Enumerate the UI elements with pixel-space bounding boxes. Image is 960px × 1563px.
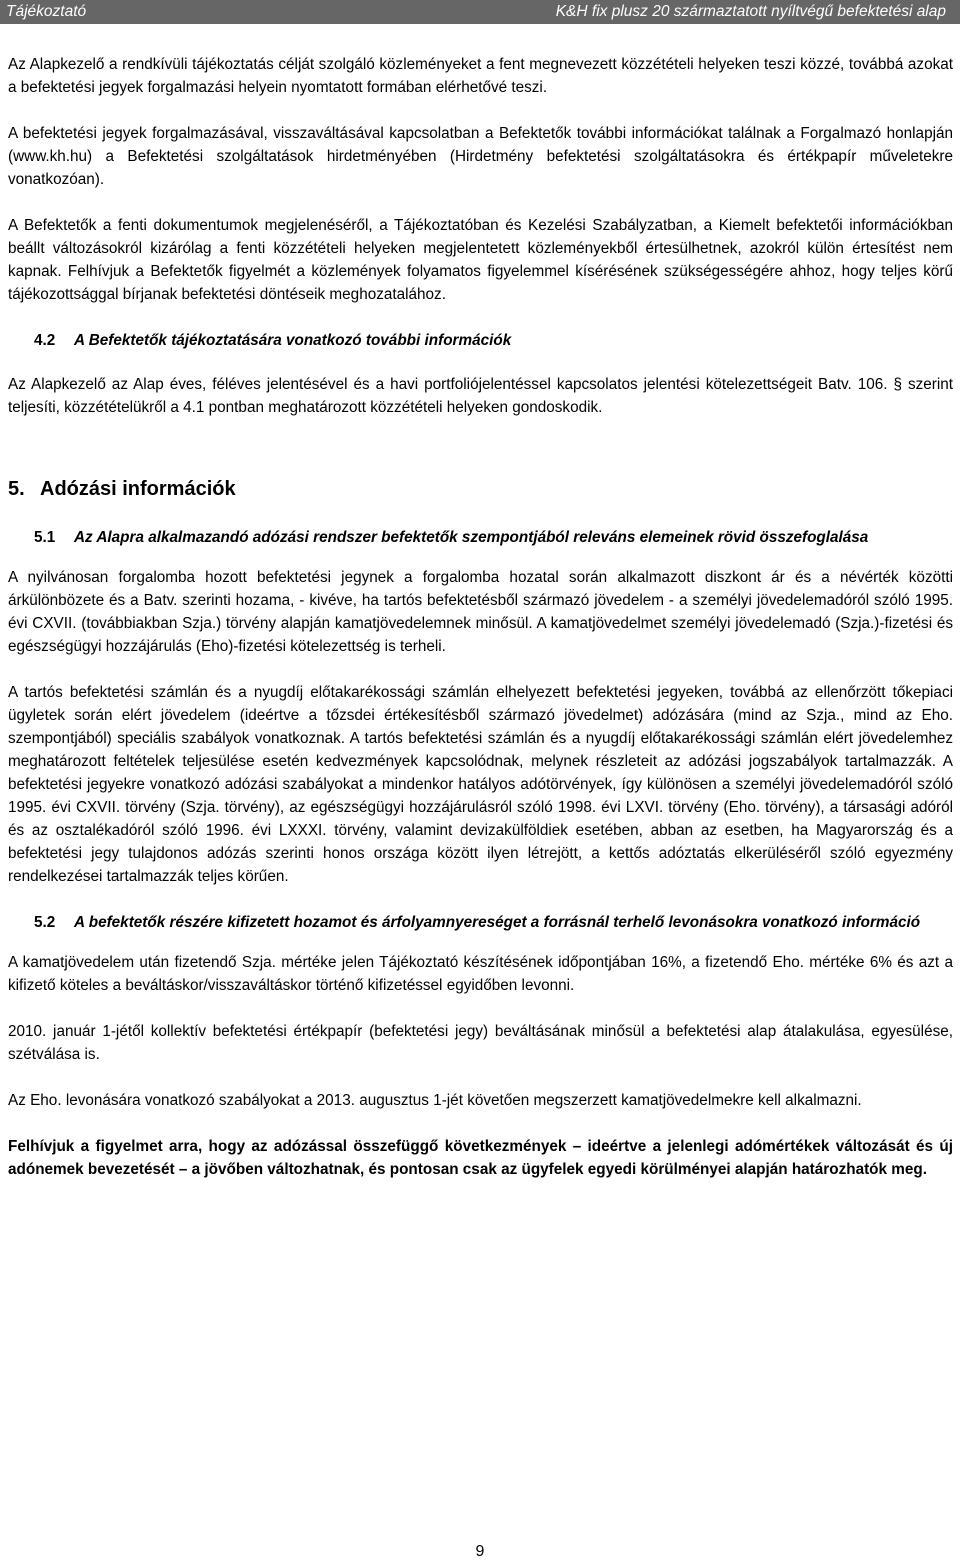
section-number: 5.	[8, 478, 25, 500]
paragraph: Az Alapkezelő a rendkívüli tájékoztatás célját szolgáló közleményeket a fent megnevezett közzétételi helyeken teszi közzé, továbbá azokat a befektetési jegyek forgalmazási helyein nyomtatott formában elérhetővé teszi.	[8, 56, 953, 96]
paragraph: A Befektetők a fenti dokumentumok megjelenéséről, a Tájékoztatóban és Kezelési Szabályzatban, a Kiemelt befektetői információkban beállt változásokról kizárólag a fenti közzétételi helyeken megjelentetett közleményekből értesülhetnek, azokról külön értesítést nem kapnak. Felhívjuk a Befektetők figyelmét a közlemények folyamatos figyelemmel kísérésének szükségességére ahhoz, hogy teljes körű tájékozottsággal bírjanak befektetési döntéseik meghozatalához.	[8, 217, 953, 303]
section-heading-5	[8, 476, 953, 502]
paragraph: A tartós befektetési számlán és a nyugdíj előtakarékossági számlán elhelyezett befektetési jegyeken, továbbá az ellenőrzött tőkepiaci ügyletek során elért jövedelem (ideértve a tőzsdei értékesítésből származó jövedelmet) adózására (mind az Szja., mind az Eho. szempontjából) speciális szabályok vonatkoznak. A tartós befektetési számlán és a nyugdíj előtakarékossági számlán elért jövedelemhez meghatározott feltételek teljesülése esetén kedvezmények kapcsolódnak, melynek részleteit az adózási jogszabályok tartalmazzák. A befektetési jegyekre vonatkozó adózási szabályokat a mindenkor hatályos adótörvények, így különösen a személyi jövedelemadóról szóló 1995. évi CXVII. törvény (Szja. törvény), az egészségügyi hozzájárulásról szóló 1998. évi LXVI. törvény (Eho. törvény), a társasági adóról és az osztalékadóról szóló 1996. évi LXXXI. törvény, valamint devizakülföldiek esetében, abban az esetben, ha Magyarország és a befektetési jegy tulajdonos adózás szerinti honos országa között ilyen létrejött, a kettős adóztatás elkerüléséről szóló egyezmény rendelkezései tartalmazzák teljes körűen.	[8, 684, 953, 885]
document-body	[8, 53, 953, 1204]
section-title: A befektetők részére kifizetett hozamot és árfolyamnyereséget a forrásnál terhelő levonásokra vonatkozó információ	[74, 914, 921, 931]
paragraph: 2010. január 1-jétől kollektív befektetési értékpapír (befektetési jegy) beváltásának minősül a befektetési alap átalakulása, egyesülése, szétválása is.	[8, 1023, 953, 1063]
section-number: 5.1	[34, 529, 56, 546]
section-number: 5.2	[34, 914, 56, 931]
paragraph: A befektetési jegyek forgalmazásával, visszaváltásával kapcsolatban a Befektetők további információkat találnak a Forgalmazó honlapján (www.kh.hu) a Befektetési szolgáltatások hirdetményében (Hirdetmény befektetési szolgáltatásokra és értékpapír műveletekre vonatkozóan).	[8, 125, 953, 188]
paragraph: A kamatjövedelem után fizetendő Szja. mértéke jelen Tájékoztató készítésének időpontjában 16%, a fizetendő Eho. mértéke 6% és azt a kifizető köteles a beváltáskor/visszaváltáskor történő kifizetéssel egyidőben levonni.	[8, 954, 953, 994]
section-title: Adózási információk	[40, 478, 236, 500]
page-number: 9	[475, 1543, 485, 1560]
header-doc-type: Tájékoztató	[6, 3, 87, 20]
section-title: A Befektetők tájékoztatására vonatkozó további információk	[74, 332, 512, 349]
section-title: Az Alapra alkalmazandó adózási rendszer befektetők szempontjából releváns elemeinek rövid összefoglalása	[74, 529, 869, 546]
paragraph: Az Eho. levonására vonatkozó szabályokat a 2013. augusztus 1-jét követően megszerzett kamatjövedelmekre kell alkalmazni.	[8, 1092, 862, 1109]
tax-notice-paragraph: Felhívjuk a figyelmet arra, hogy az adózással összefüggő következmények – ideértve a jelenlegi adómértékek változását és új adónemek bevezetését – a jövőben változhatnak, és pontosan csak az ügyfelek egyedi körülményei alapján határozhatók meg.	[8, 1138, 953, 1178]
section-heading-4-2	[8, 329, 953, 352]
section-heading-5-2	[8, 911, 953, 934]
paragraph: Az Alapkezelő az Alap éves, féléves jelentésével és a havi portfoliójelentéssel kapcsolatos jelentési kötelezettségeit Batv. 106. § szerint teljesíti, közzétételükről a 4.1 pontban meghatározott közzétételi helyeken gondoskodik.	[8, 376, 953, 416]
page-header	[0, 0, 960, 24]
section-heading-5-1	[8, 526, 953, 549]
paragraph: A nyilvánosan forgalomba hozott befektetési jegynek a forgalomba hozatal során alkalmazott diszkont ár és a névérték közötti árkülönbözete és a Batv. szerinti hozama, - kivéve, ha tartós befektetésből származó jövedelem - a személyi jövedelemadóról szóló 1995. évi CXVII. (továbbiakban Szja.) törvény alapján kamatjövedelemnek minősül. A kamatjövedelmet személyi jövedelemadó (Szja.)-fizetési és egészségügyi hozzájárulás (Eho)-fizetési kötelezettség is terheli.	[8, 569, 953, 655]
section-number: 4.2	[34, 332, 56, 349]
header-fund-name: K&H fix plusz 20 származtatott nyíltvégű befektetési alap	[555, 3, 946, 20]
